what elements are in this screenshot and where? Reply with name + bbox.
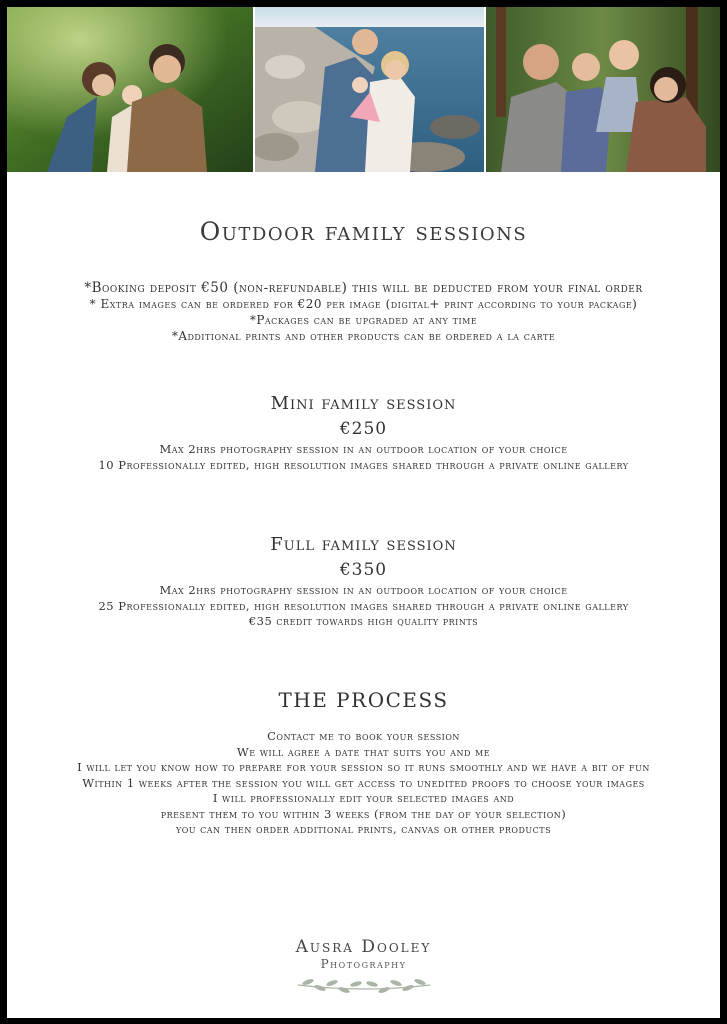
family-photo-beach <box>255 7 484 172</box>
process-step: you can then order additional prints, canvas or other products <box>175 822 552 836</box>
process-step: I will professionally edit your selected images and <box>212 791 515 805</box>
process-steps <box>7 729 720 838</box>
full-session-line: €35 credit towards high quality prints <box>248 614 479 628</box>
family-photo-woods <box>486 7 720 172</box>
process-step: We will agree a date that suits you and me <box>236 744 491 759</box>
leaf-garland-icon <box>294 973 434 995</box>
process-heading: THE PROCESS <box>278 688 449 712</box>
mini-session-price: €250 <box>339 419 388 439</box>
note-additional-prints: *Additional prints and other products can be ordered a la carte <box>171 329 556 343</box>
photo-strip <box>7 7 720 172</box>
full-session-package <box>7 534 720 630</box>
process-step: present them to you within 3 weeks (from the day of your selection) <box>160 806 567 821</box>
booking-notes <box>7 280 720 344</box>
price-list-page <box>7 7 720 1018</box>
note-deposit: *Booking deposit €50 (non-refundable) this will be deducted from your final order <box>84 280 643 296</box>
brand-logo <box>7 937 720 995</box>
mini-session-line: Max 2hrs photography session in an outdoor location of your choice <box>159 442 568 456</box>
process-step: I will let you know how to prepare for your session so it runs smoothly and we have a bit of fun <box>77 760 650 774</box>
mini-session-package <box>7 393 720 473</box>
page-title: Outdoor family sessions <box>199 217 528 246</box>
full-session-heading: Full family session <box>270 534 457 555</box>
note-upgrade: *Packages can be upgraded at any time <box>249 313 478 327</box>
full-session-line: Max 2hrs photography session in an outdoor location of your choice <box>159 583 568 597</box>
process-section <box>7 687 720 838</box>
full-session-price: €350 <box>339 560 388 580</box>
mini-session-heading: Mini family session <box>270 393 457 414</box>
logo-name: Ausra Dooley <box>295 937 432 957</box>
family-photo-forest <box>7 7 253 172</box>
full-session-line: 25 Professionally edited, high resolution images shared through a private online gallery <box>98 598 629 613</box>
note-extra-images: * Extra images can be ordered for €20 per image (digital+ print according to your package) <box>89 297 638 311</box>
process-step: Contact me to book your session <box>267 729 460 743</box>
process-step: Within 1 weeks after the session you will get access to unedited proofs to choose your images <box>82 775 645 790</box>
mini-session-line: 10 Professionally edited, high resolution images shared through a private online gallery <box>98 457 629 472</box>
logo-subtitle: Photography <box>320 957 407 971</box>
